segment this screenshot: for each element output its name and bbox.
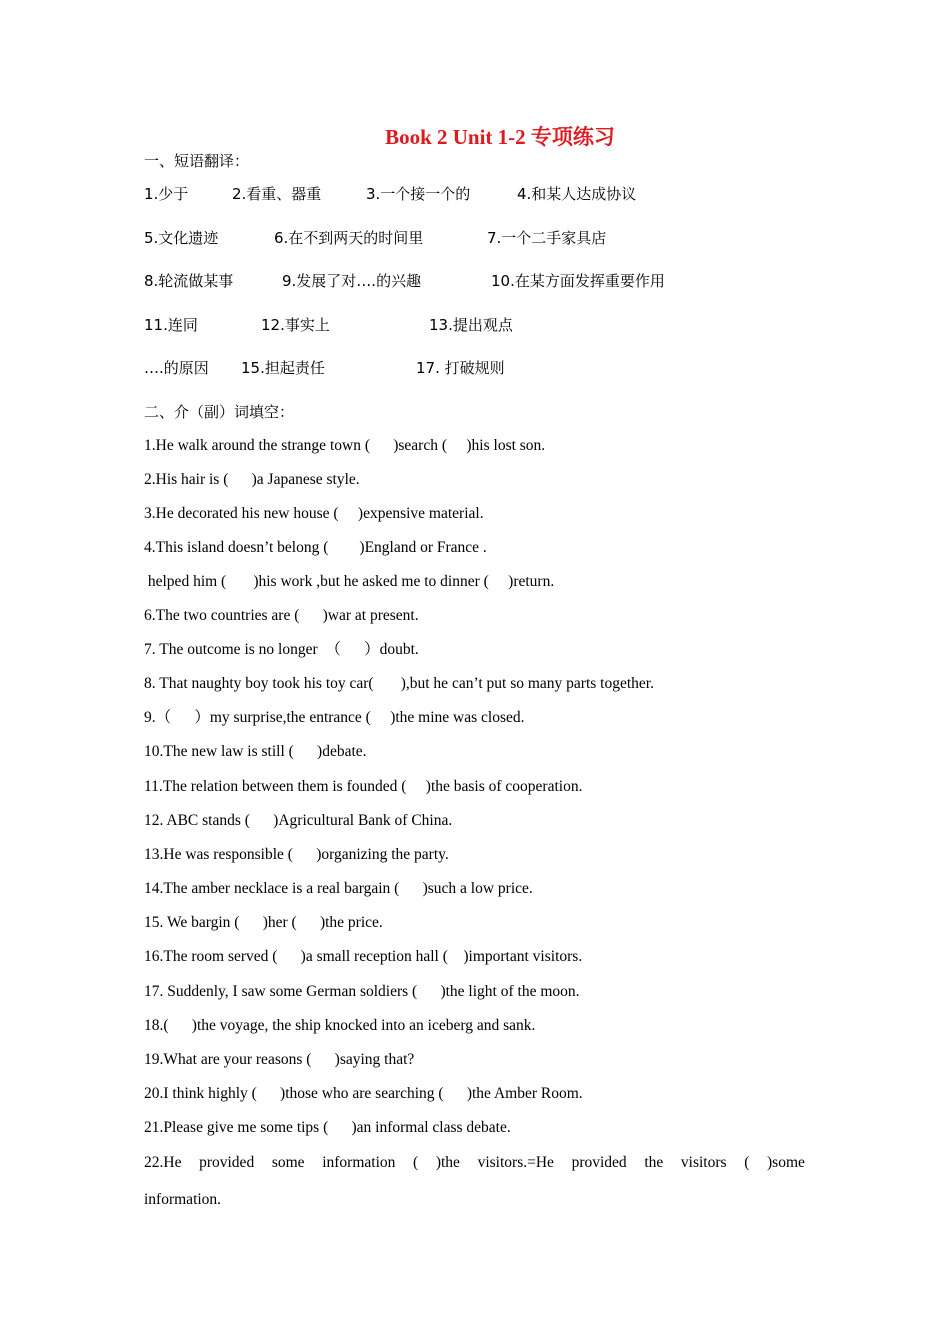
exercise-item-22-continued: information. [144,1191,222,1208]
word: some [271,1154,305,1171]
phrase-item: 5.文化遗迹 [144,229,219,247]
exercise-item: 4.This island doesn’t belong ( )England or France . [144,539,487,556]
exercise-item: 15. We bargin ( )her ( )the price. [144,914,383,931]
exercise-item: 2.His hair is ( )a Japanese style. [144,471,360,488]
exercise-item: 14.The amber necklace is a real bargain ( )such a low price. [144,880,533,897]
exercise-item: 12. ABC stands ( )Agricultural Bank of China. [144,812,453,829]
exercise-item: 13.He was responsible ( )organizing the party. [144,846,449,863]
exercise-item: 21.Please give me some tips ( )an informal class debate. [144,1119,511,1136]
word: visitors.=He [477,1154,554,1171]
word: provided [571,1154,627,1171]
word: )the [435,1154,460,1171]
phrase-item: 10.在某方面发挥重要作用 [491,272,665,290]
phrase-item: 13.提出观点 [429,316,513,334]
exercise-item: 16.The room served ( )a small reception hall ( )important visitors. [144,948,583,965]
word: the [644,1154,664,1171]
section1-heading: 一、短语翻译： [144,152,250,170]
phrase-item: 2.看重、器重 [232,185,322,203]
exercise-item: 9.（ ）my surprise,the entrance ( )the mine was closed. [144,709,525,726]
exercise-item: 7. The outcome is no longer （ ）doubt. [144,641,419,658]
phrase-item: 6.在不到两天的时间里 [274,229,424,247]
exercise-item: 10.The new law is still ( )debate. [144,743,367,760]
phrase-item: 11.连同 [144,316,198,334]
word: ( [413,1154,419,1171]
phrase-item: 3.一个接一个的 [366,185,471,203]
word: visitors [680,1154,727,1171]
phrase-item: ….的原因 [144,359,209,377]
phrase-item: 12.事实上 [261,316,330,334]
exercise-item: 11.The relation between them is founded ( )the basis of cooperation. [144,778,583,795]
word: ( [744,1154,750,1171]
phrase-item: 17. 打破规则 [416,359,505,377]
word: 22.He [144,1154,182,1171]
exercise-item: 18.( )the voyage, the ship knocked into an iceberg and sank. [144,1017,536,1034]
page-title: Book 2 Unit 1-2 专项练习 [385,125,615,149]
section2-heading: 二、介（副）词填空： [144,403,295,421]
word: information [322,1154,396,1171]
exercise-item: helped him ( )his work ,but he asked me to dinner ( )return. [144,573,555,590]
phrase-item: 9.发展了对….的兴趣 [282,272,422,290]
word: provided [199,1154,255,1171]
phrase-item: 7.一个二手家具店 [487,229,607,247]
phrase-item: 4.和某人达成协议 [517,185,637,203]
word: )some [767,1154,805,1171]
exercise-item: 19.What are your reasons ( )saying that? [144,1051,415,1068]
exercise-item: 6.The two countries are ( )war at present. [144,607,419,624]
phrase-item: 8.轮流做某事 [144,272,234,290]
phrase-item: 15.担起责任 [241,359,325,377]
exercise-item: 20.I think highly ( )those who are searching ( )the Amber Room. [144,1085,583,1102]
exercise-item: 17. Suddenly, I saw some German soldiers ( )the light of the moon. [144,983,580,1000]
exercise-item: 1.He walk around the strange town ( )search ( )his lost son. [144,437,546,454]
phrase-item: 1.少于 [144,185,189,203]
exercise-item: 8. That naughty boy took his toy car( ),but he can’t put so many parts together. [144,675,654,692]
exercise-item-22 [144,1153,805,1173]
exercise-item: 3.He decorated his new house ( )expensive material. [144,505,484,522]
